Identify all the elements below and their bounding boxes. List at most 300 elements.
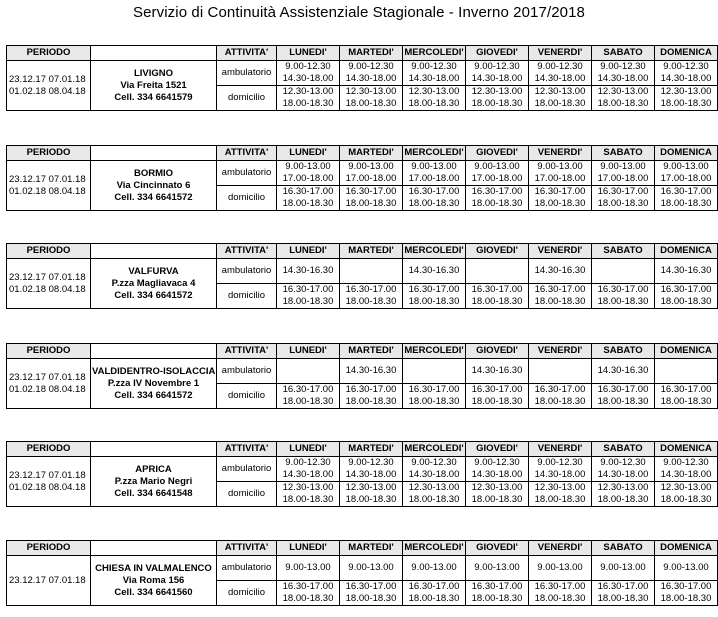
time-range: 9.00-12.30 xyxy=(348,457,394,468)
time-range: 14.30-18.00 xyxy=(597,469,649,480)
time-range: 9.00-12.30 xyxy=(537,457,583,468)
periodo-header: PERIODO xyxy=(7,442,91,457)
location-address: Via Cincinnato 6 xyxy=(116,179,191,191)
location-phone: Cell. 334 6641560 xyxy=(114,586,193,598)
time-range: 18.00-18.30 xyxy=(597,593,649,604)
time-slot-cell xyxy=(592,457,655,482)
time-range: 18.00-18.30 xyxy=(408,296,460,307)
time-range: 9.00-13.00 xyxy=(348,562,394,573)
time-slot-cell xyxy=(655,161,718,186)
time-range: 9.00-13.00 xyxy=(600,562,646,573)
time-slot-cell xyxy=(277,384,340,409)
table-row xyxy=(7,359,718,384)
day-header: MARTEDI' xyxy=(340,442,403,457)
location-name: VALDIDENTRO-ISOLACCIA xyxy=(92,365,216,377)
day-header: SABATO xyxy=(592,344,655,359)
time-range: 18.00-18.30 xyxy=(345,296,397,307)
period-cell xyxy=(7,457,91,507)
time-range: 17.00-18.00 xyxy=(408,173,460,184)
time-range: 14.30-16.30 xyxy=(660,265,712,276)
location-cell xyxy=(91,359,217,409)
day-header: MERCOLEDI' xyxy=(403,244,466,259)
time-slot-cell xyxy=(655,581,718,606)
day-header: DOMENICA xyxy=(655,146,718,161)
day-header: VENERDI' xyxy=(529,146,592,161)
day-header: SABATO xyxy=(592,146,655,161)
time-slot-cell xyxy=(403,61,466,86)
day-header: SABATO xyxy=(592,541,655,556)
period-dates: 23.12.17 07.01.18 xyxy=(9,371,86,383)
location-cell xyxy=(91,259,217,309)
period-dates: 23.12.17 07.01.18 xyxy=(9,469,86,481)
time-slot-cell xyxy=(466,581,529,606)
attivita-header: ATTIVITA' xyxy=(217,344,277,359)
day-header: LUNEDI' xyxy=(277,244,340,259)
time-slot-cell xyxy=(403,384,466,409)
time-slot-cell xyxy=(340,259,403,284)
time-slot-cell xyxy=(277,359,340,384)
time-slot-cell xyxy=(592,161,655,186)
day-header: SABATO xyxy=(592,46,655,61)
day-header: VENERDI' xyxy=(529,442,592,457)
day-header: LUNEDI' xyxy=(277,442,340,457)
time-slot-cell xyxy=(340,581,403,606)
time-slot-cell xyxy=(592,86,655,111)
time-range: 14.30-18.00 xyxy=(471,469,523,480)
time-range: 9.00-13.00 xyxy=(537,562,583,573)
period-dates: 01.02.18 08.04.18 xyxy=(9,85,86,97)
attivita-header: ATTIVITA' xyxy=(217,541,277,556)
day-header: DOMENICA xyxy=(655,344,718,359)
location-cell xyxy=(91,457,217,507)
time-range: 12.30-13.00 xyxy=(282,86,334,97)
time-range: 18.00-18.30 xyxy=(534,98,586,109)
time-slot-cell xyxy=(529,259,592,284)
location-cell xyxy=(91,161,217,211)
time-slot-cell xyxy=(340,457,403,482)
day-header: VENERDI' xyxy=(529,541,592,556)
time-slot-cell xyxy=(655,61,718,86)
time-range: 16.30-17.00 xyxy=(282,384,334,395)
day-header: MARTEDI' xyxy=(340,344,403,359)
location-phone: Cell. 334 6641548 xyxy=(114,487,193,499)
table-row xyxy=(7,259,718,284)
time-range: 16.30-17.00 xyxy=(408,186,460,197)
time-slot-cell xyxy=(277,61,340,86)
schedule-table xyxy=(6,441,718,507)
location-address: Via Roma 156 xyxy=(122,574,185,586)
time-slot-cell xyxy=(655,359,718,384)
time-slot-cell xyxy=(529,384,592,409)
time-range: 12.30-13.00 xyxy=(408,86,460,97)
day-header: MARTEDI' xyxy=(340,541,403,556)
header-row xyxy=(7,244,718,259)
time-range: 9.00-12.30 xyxy=(411,61,457,72)
time-slot-cell xyxy=(466,186,529,211)
time-slot-cell xyxy=(403,457,466,482)
time-range: 9.00-12.30 xyxy=(411,457,457,468)
time-range: 16.30-17.00 xyxy=(408,384,460,395)
day-header: DOMENICA xyxy=(655,442,718,457)
location-address: P.zza Mario Negri xyxy=(114,475,193,487)
period-dates: 23.12.17 07.01.18 xyxy=(9,173,86,185)
time-range: 12.30-13.00 xyxy=(597,482,649,493)
period-cell xyxy=(7,556,91,606)
time-range: 18.00-18.30 xyxy=(660,296,712,307)
time-slot-cell xyxy=(655,384,718,409)
time-range: 12.30-13.00 xyxy=(471,482,523,493)
time-range: 9.00-13.00 xyxy=(474,562,520,573)
time-range: 14.30-18.00 xyxy=(597,73,649,84)
time-range: 16.30-17.00 xyxy=(345,284,397,295)
time-range: 14.30-18.00 xyxy=(471,73,523,84)
time-range: 9.00-13.00 xyxy=(411,562,457,573)
time-slot-cell xyxy=(655,457,718,482)
time-range: 9.00-12.30 xyxy=(663,61,709,72)
day-header: MARTEDI' xyxy=(340,46,403,61)
time-range: 16.30-17.00 xyxy=(345,581,397,592)
time-range: 16.30-17.00 xyxy=(471,186,523,197)
time-range: 9.00-12.30 xyxy=(474,457,520,468)
time-range: 14.30-18.00 xyxy=(660,469,712,480)
time-range: 17.00-18.00 xyxy=(534,173,586,184)
time-range: 18.00-18.30 xyxy=(534,593,586,604)
location-header xyxy=(91,46,217,61)
location-cell xyxy=(91,556,217,606)
periodo-header: PERIODO xyxy=(7,541,91,556)
period-dates: 01.02.18 08.04.18 xyxy=(9,383,86,395)
location-name: APRICA xyxy=(135,463,172,475)
period-dates: 23.12.17 07.01.18 xyxy=(9,271,86,283)
time-slot-cell xyxy=(403,186,466,211)
time-range: 16.30-17.00 xyxy=(597,581,649,592)
time-range: 9.00-12.30 xyxy=(474,61,520,72)
location-header xyxy=(91,146,217,161)
day-header: MARTEDI' xyxy=(340,146,403,161)
time-range: 9.00-13.00 xyxy=(600,161,646,172)
time-slot-cell xyxy=(340,384,403,409)
time-range: 9.00-13.00 xyxy=(348,161,394,172)
time-range: 14.30-16.30 xyxy=(597,365,649,376)
time-range: 18.00-18.30 xyxy=(471,198,523,209)
time-slot-cell xyxy=(529,61,592,86)
activity-label: domicilio xyxy=(217,482,277,507)
time-slot-cell xyxy=(529,284,592,309)
time-slot-cell xyxy=(592,186,655,211)
time-slot-cell xyxy=(340,186,403,211)
page-title: Servizio di Continuità Assistenziale Stagionale - Inverno 2017/2018 xyxy=(133,4,585,21)
location-name: CHIESA IN VALMALENCO xyxy=(95,562,212,574)
time-slot-cell xyxy=(655,284,718,309)
time-range: 14.30-18.00 xyxy=(345,469,397,480)
time-range: 9.00-13.00 xyxy=(411,161,457,172)
time-range: 18.00-18.30 xyxy=(282,296,334,307)
time-range: 18.00-18.30 xyxy=(660,198,712,209)
time-range: 14.30-18.00 xyxy=(408,73,460,84)
activity-label: ambulatorio xyxy=(217,61,277,86)
day-header: MERCOLEDI' xyxy=(403,442,466,457)
time-range: 18.00-18.30 xyxy=(534,396,586,407)
time-range: 18.00-18.30 xyxy=(471,494,523,505)
time-range: 16.30-17.00 xyxy=(534,186,586,197)
time-slot-cell xyxy=(655,186,718,211)
table-row xyxy=(7,457,718,482)
attivita-header: ATTIVITA' xyxy=(217,442,277,457)
time-slot-cell xyxy=(277,186,340,211)
table-row xyxy=(7,61,718,86)
time-slot-cell xyxy=(466,556,529,581)
time-slot-cell xyxy=(403,359,466,384)
day-header: LUNEDI' xyxy=(277,541,340,556)
period-dates: 23.12.17 07.01.18 xyxy=(9,574,86,586)
time-range: 18.00-18.30 xyxy=(471,296,523,307)
time-range: 17.00-18.00 xyxy=(597,173,649,184)
day-header: GIOVEDI' xyxy=(466,344,529,359)
time-slot-cell xyxy=(529,86,592,111)
time-slot-cell xyxy=(466,384,529,409)
time-slot-cell xyxy=(340,556,403,581)
day-header: GIOVEDI' xyxy=(466,146,529,161)
time-range: 17.00-18.00 xyxy=(660,173,712,184)
time-range: 14.30-16.30 xyxy=(408,265,460,276)
time-range: 9.00-12.30 xyxy=(600,61,646,72)
time-range: 18.00-18.30 xyxy=(471,98,523,109)
periodo-header: PERIODO xyxy=(7,46,91,61)
period-dates: 01.02.18 08.04.18 xyxy=(9,283,86,295)
time-slot-cell xyxy=(529,186,592,211)
time-range: 16.30-17.00 xyxy=(408,284,460,295)
time-range: 18.00-18.30 xyxy=(660,593,712,604)
time-range: 9.00-12.30 xyxy=(663,457,709,468)
day-header: MERCOLEDI' xyxy=(403,541,466,556)
location-header xyxy=(91,244,217,259)
time-slot-cell xyxy=(592,359,655,384)
day-header: VENERDI' xyxy=(529,344,592,359)
time-slot-cell xyxy=(529,359,592,384)
time-range: 14.30-16.30 xyxy=(534,265,586,276)
time-slot-cell xyxy=(466,482,529,507)
time-slot-cell xyxy=(403,161,466,186)
day-header: DOMENICA xyxy=(655,244,718,259)
time-slot-cell xyxy=(403,556,466,581)
time-range: 18.00-18.30 xyxy=(282,198,334,209)
time-range: 17.00-18.00 xyxy=(282,173,334,184)
time-range: 14.30-18.00 xyxy=(534,469,586,480)
time-slot-cell xyxy=(466,359,529,384)
activity-label: ambulatorio xyxy=(217,457,277,482)
time-slot-cell xyxy=(403,284,466,309)
time-range: 14.30-16.30 xyxy=(471,365,523,376)
time-slot-cell xyxy=(466,259,529,284)
time-range: 18.00-18.30 xyxy=(345,593,397,604)
activity-label: domicilio xyxy=(217,86,277,111)
time-range: 16.30-17.00 xyxy=(660,581,712,592)
time-slot-cell xyxy=(466,161,529,186)
periodo-header: PERIODO xyxy=(7,344,91,359)
time-slot-cell xyxy=(592,556,655,581)
attivita-header: ATTIVITA' xyxy=(217,244,277,259)
time-range: 18.00-18.30 xyxy=(408,593,460,604)
time-range: 9.00-13.00 xyxy=(663,161,709,172)
activity-label: domicilio xyxy=(217,581,277,606)
header-row xyxy=(7,541,718,556)
period-cell xyxy=(7,161,91,211)
activity-label: ambulatorio xyxy=(217,161,277,186)
schedule-table xyxy=(6,540,718,606)
time-range: 18.00-18.30 xyxy=(534,198,586,209)
time-slot-cell xyxy=(655,259,718,284)
time-range: 16.30-17.00 xyxy=(534,581,586,592)
day-header: LUNEDI' xyxy=(277,146,340,161)
time-range: 16.30-17.00 xyxy=(534,384,586,395)
day-header: GIOVEDI' xyxy=(466,244,529,259)
time-slot-cell xyxy=(340,359,403,384)
location-header xyxy=(91,442,217,457)
time-range: 16.30-17.00 xyxy=(345,186,397,197)
time-range: 18.00-18.30 xyxy=(408,396,460,407)
time-slot-cell xyxy=(466,61,529,86)
day-header: MERCOLEDI' xyxy=(403,46,466,61)
time-slot-cell xyxy=(592,581,655,606)
time-range: 14.30-18.00 xyxy=(534,73,586,84)
day-header: MERCOLEDI' xyxy=(403,344,466,359)
day-header: LUNEDI' xyxy=(277,46,340,61)
time-range: 18.00-18.30 xyxy=(345,198,397,209)
time-slot-cell xyxy=(403,259,466,284)
location-header xyxy=(91,541,217,556)
period-cell xyxy=(7,259,91,309)
time-range: 18.00-18.30 xyxy=(408,198,460,209)
time-range: 16.30-17.00 xyxy=(597,384,649,395)
activity-label: domicilio xyxy=(217,384,277,409)
time-slot-cell xyxy=(277,284,340,309)
time-range: 16.30-17.00 xyxy=(282,186,334,197)
location-name: LIVIGNO xyxy=(133,67,174,79)
time-slot-cell xyxy=(403,86,466,111)
time-range: 18.00-18.30 xyxy=(408,494,460,505)
location-header xyxy=(91,344,217,359)
time-range: 16.30-17.00 xyxy=(471,581,523,592)
time-range: 18.00-18.30 xyxy=(597,396,649,407)
time-slot-cell xyxy=(592,259,655,284)
location-name: BORMIO xyxy=(133,167,174,179)
day-header: GIOVEDI' xyxy=(466,442,529,457)
time-slot-cell xyxy=(340,61,403,86)
time-range: 17.00-18.00 xyxy=(471,173,523,184)
time-slot-cell xyxy=(403,482,466,507)
time-slot-cell xyxy=(529,581,592,606)
time-range: 14.30-18.00 xyxy=(282,469,334,480)
time-range: 14.30-18.00 xyxy=(660,73,712,84)
period-cell xyxy=(7,61,91,111)
time-range: 12.30-13.00 xyxy=(597,86,649,97)
time-range: 18.00-18.30 xyxy=(282,98,334,109)
header-row xyxy=(7,442,718,457)
time-range: 12.30-13.00 xyxy=(660,482,712,493)
time-range: 16.30-17.00 xyxy=(471,384,523,395)
time-slot-cell xyxy=(592,384,655,409)
time-range: 16.30-17.00 xyxy=(282,284,334,295)
time-range: 12.30-13.00 xyxy=(471,86,523,97)
header-row xyxy=(7,146,718,161)
schedule-table xyxy=(6,243,718,309)
time-slot-cell xyxy=(529,457,592,482)
location-address: P.zza Magliavaca 4 xyxy=(111,277,196,289)
time-range: 14.30-16.30 xyxy=(345,365,397,376)
time-range: 14.30-18.00 xyxy=(282,73,334,84)
time-range: 16.30-17.00 xyxy=(660,284,712,295)
header-row xyxy=(7,344,718,359)
time-range: 12.30-13.00 xyxy=(534,482,586,493)
time-range: 18.00-18.30 xyxy=(471,396,523,407)
attivita-header: ATTIVITA' xyxy=(217,46,277,61)
time-range: 16.30-17.00 xyxy=(282,581,334,592)
time-range: 12.30-13.00 xyxy=(345,86,397,97)
time-range: 9.00-12.30 xyxy=(285,61,331,72)
time-range: 9.00-12.30 xyxy=(537,61,583,72)
time-range: 12.30-13.00 xyxy=(408,482,460,493)
time-range: 18.00-18.30 xyxy=(282,494,334,505)
time-range: 18.00-18.30 xyxy=(345,98,397,109)
time-range: 9.00-12.30 xyxy=(600,457,646,468)
location-phone: Cell. 334 6641579 xyxy=(114,91,193,103)
activity-label: ambulatorio xyxy=(217,556,277,581)
time-slot-cell xyxy=(277,86,340,111)
time-range: 18.00-18.30 xyxy=(408,98,460,109)
period-dates: 01.02.18 08.04.18 xyxy=(9,481,86,493)
time-slot-cell xyxy=(466,86,529,111)
time-range: 18.00-18.30 xyxy=(282,593,334,604)
header-row xyxy=(7,46,718,61)
location-phone: Cell. 334 6641572 xyxy=(114,389,193,401)
time-slot-cell xyxy=(529,482,592,507)
activity-label: domicilio xyxy=(217,284,277,309)
time-slot-cell xyxy=(340,86,403,111)
schedule-table xyxy=(6,343,718,409)
schedule-table xyxy=(6,145,718,211)
time-slot-cell xyxy=(277,161,340,186)
schedule-table xyxy=(6,45,718,111)
time-range: 16.30-17.00 xyxy=(534,284,586,295)
day-header: GIOVEDI' xyxy=(466,46,529,61)
time-slot-cell xyxy=(277,556,340,581)
day-header: GIOVEDI' xyxy=(466,541,529,556)
time-range: 16.30-17.00 xyxy=(660,384,712,395)
time-slot-cell xyxy=(403,581,466,606)
time-slot-cell xyxy=(340,482,403,507)
time-slot-cell xyxy=(277,482,340,507)
time-range: 9.00-13.00 xyxy=(537,161,583,172)
day-header: SABATO xyxy=(592,244,655,259)
time-slot-cell xyxy=(466,457,529,482)
day-header: VENERDI' xyxy=(529,244,592,259)
periodo-header: PERIODO xyxy=(7,244,91,259)
day-header: DOMENICA xyxy=(655,46,718,61)
time-range: 16.30-17.00 xyxy=(408,581,460,592)
time-range: 9.00-13.00 xyxy=(285,562,331,573)
time-slot-cell xyxy=(592,482,655,507)
location-phone: Cell. 334 6641572 xyxy=(114,191,193,203)
time-range: 12.30-13.00 xyxy=(345,482,397,493)
time-range: 18.00-18.30 xyxy=(282,396,334,407)
time-range: 14.30-16.30 xyxy=(282,265,334,276)
time-range: 14.30-18.00 xyxy=(345,73,397,84)
table-row xyxy=(7,556,718,581)
time-range: 16.30-17.00 xyxy=(597,284,649,295)
time-range: 18.00-18.30 xyxy=(660,396,712,407)
activity-label: domicilio xyxy=(217,186,277,211)
time-range: 18.00-18.30 xyxy=(597,198,649,209)
